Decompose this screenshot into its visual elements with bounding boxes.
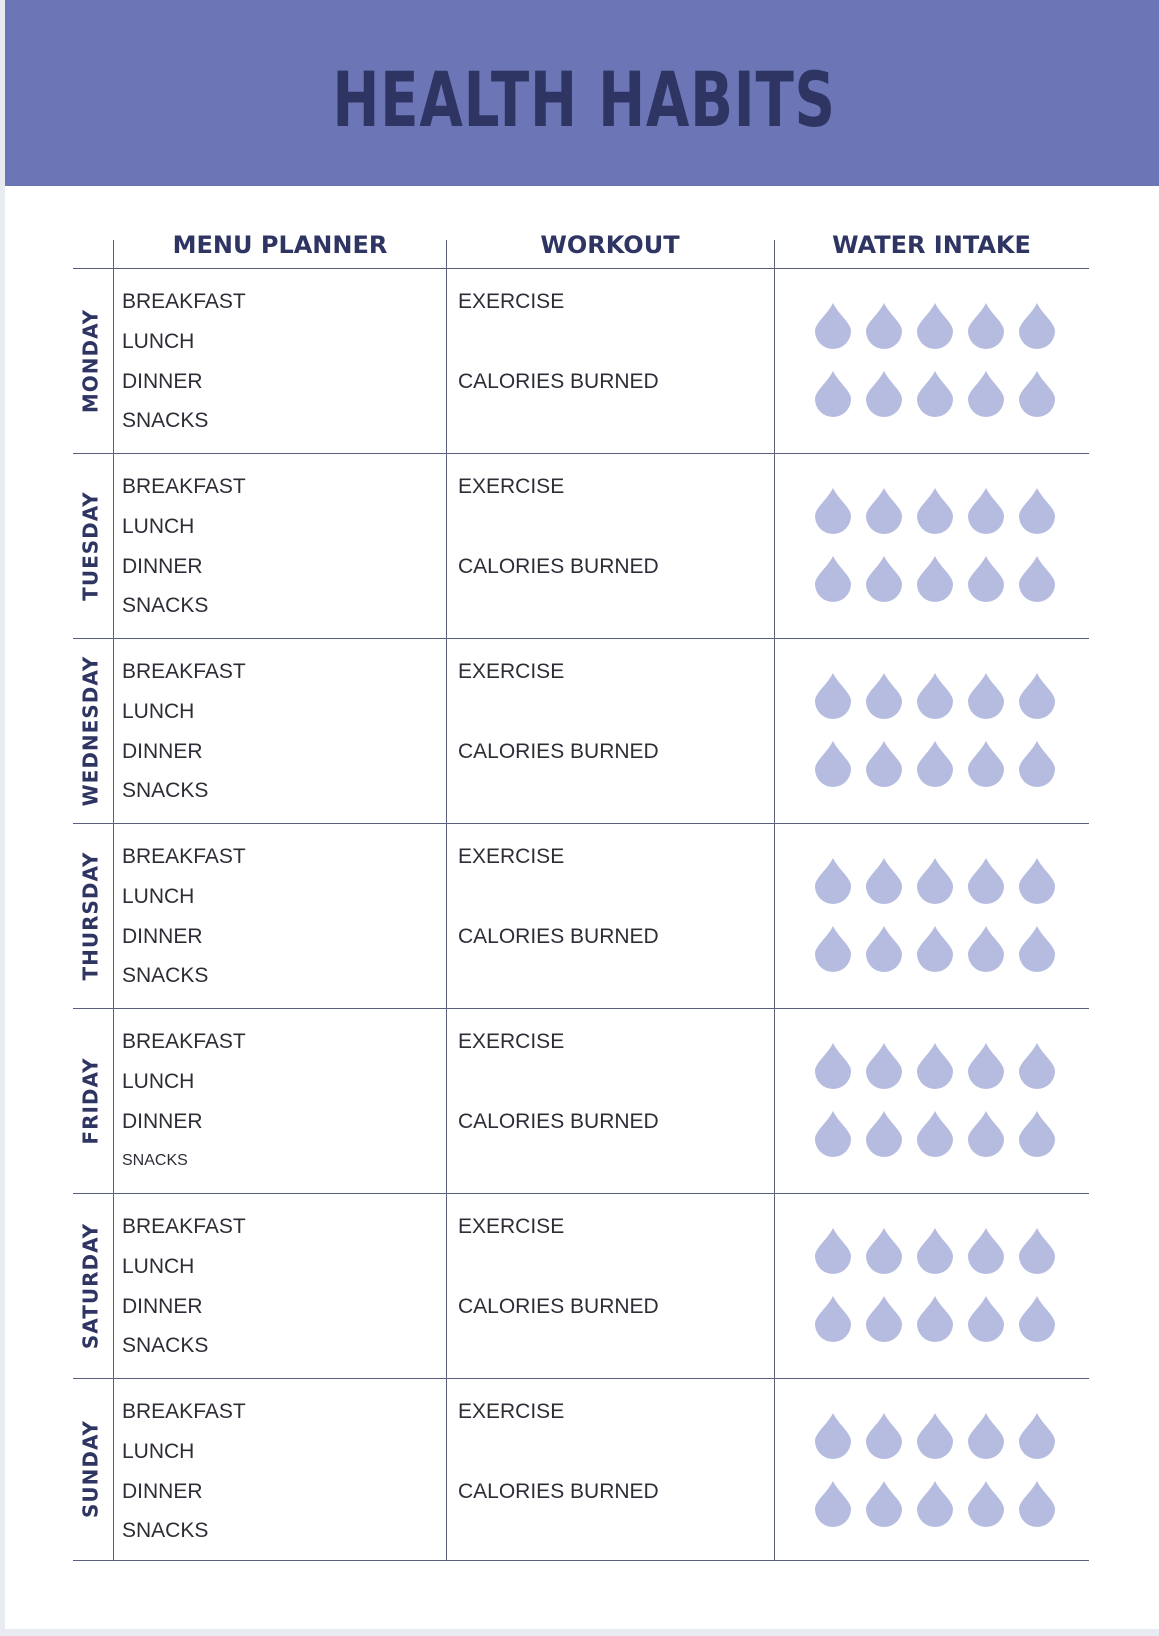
meal-field-breakfast[interactable]: BREAKFAST <box>122 845 246 868</box>
calories-burned-field[interactable]: CALORIES BURNED <box>458 1480 659 1503</box>
meal-field-snacks[interactable]: SNACKS <box>122 594 209 617</box>
exercise-field[interactable]: EXERCISE <box>458 660 565 683</box>
row-divider <box>73 823 1089 824</box>
meal-field-breakfast[interactable]: BREAKFAST <box>122 1400 246 1423</box>
meal-field-lunch[interactable]: LUNCH <box>122 330 195 353</box>
meal-field-snacks[interactable]: SNACKS <box>122 1519 209 1542</box>
meal-field-breakfast[interactable]: BREAKFAST <box>122 660 246 683</box>
meal-field-snacks[interactable]: SNACKS <box>122 409 209 432</box>
exercise-field[interactable]: EXERCISE <box>458 290 565 313</box>
exercise-field[interactable]: EXERCISE <box>458 1215 565 1238</box>
meal-field-lunch[interactable]: LUNCH <box>122 700 195 723</box>
meal-field-breakfast[interactable]: BREAKFAST <box>122 1030 246 1053</box>
calories-burned-field[interactable]: CALORIES BURNED <box>458 555 659 578</box>
row-divider <box>73 1193 1089 1194</box>
calories-burned-field[interactable]: CALORIES BURNED <box>458 1110 659 1133</box>
row-divider <box>73 268 1089 269</box>
meal-field-dinner[interactable]: DINNER <box>122 1110 203 1133</box>
exercise-field[interactable]: EXERCISE <box>458 1400 565 1423</box>
meal-field-dinner[interactable]: DINNER <box>122 1295 203 1318</box>
row-divider <box>73 1008 1089 1009</box>
meal-field-snacks[interactable]: SNACKS <box>122 1334 209 1357</box>
row-divider <box>73 453 1089 454</box>
water-intake-header: WATER INTAKE <box>832 231 1031 259</box>
page-title: HEALTH HABITS <box>332 55 836 144</box>
day-label-wednesday: WEDNESDAY <box>78 655 103 806</box>
calories-burned-field[interactable]: CALORIES BURNED <box>458 370 659 393</box>
meal-field-breakfast[interactable]: BREAKFAST <box>122 1215 246 1238</box>
meal-field-lunch[interactable]: LUNCH <box>122 885 195 908</box>
meal-field-lunch[interactable]: LUNCH <box>122 515 195 538</box>
column-divider <box>113 240 114 1560</box>
meal-field-dinner[interactable]: DINNER <box>122 925 203 948</box>
meal-field-lunch[interactable]: LUNCH <box>122 1070 195 1093</box>
meal-field-lunch[interactable]: LUNCH <box>122 1255 195 1278</box>
meal-field-dinner[interactable]: DINNER <box>122 1480 203 1503</box>
meal-field-snacks[interactable]: SNACKS <box>122 964 209 987</box>
meal-field-dinner[interactable]: DINNER <box>122 740 203 763</box>
meal-field-snacks[interactable]: SNACKS <box>122 1152 188 1169</box>
meal-field-dinner[interactable]: DINNER <box>122 555 203 578</box>
meal-field-lunch[interactable]: LUNCH <box>122 1440 195 1463</box>
calories-burned-field[interactable]: CALORIES BURNED <box>458 925 659 948</box>
column-divider <box>446 240 447 1560</box>
column-divider <box>774 240 775 1560</box>
day-label-thursday: THURSDAY <box>78 850 103 981</box>
day-label-tuesday: TUESDAY <box>78 490 103 601</box>
exercise-field[interactable]: EXERCISE <box>458 1030 565 1053</box>
calories-burned-field[interactable]: CALORIES BURNED <box>458 1295 659 1318</box>
calories-burned-field[interactable]: CALORIES BURNED <box>458 740 659 763</box>
meal-field-dinner[interactable]: DINNER <box>122 370 203 393</box>
row-divider <box>73 638 1089 639</box>
exercise-field[interactable]: EXERCISE <box>458 475 565 498</box>
menu-planner-header: MENU PLANNER <box>172 231 388 259</box>
day-label-monday: MONDAY <box>78 308 103 413</box>
meal-field-snacks[interactable]: SNACKS <box>122 779 209 802</box>
meal-field-breakfast[interactable]: BREAKFAST <box>122 475 246 498</box>
workout-header: WORKOUT <box>540 231 680 259</box>
day-label-saturday: SATURDAY <box>78 1222 103 1349</box>
row-divider <box>73 1378 1089 1379</box>
row-divider <box>73 1560 1089 1561</box>
exercise-field[interactable]: EXERCISE <box>458 845 565 868</box>
day-label-friday: FRIDAY <box>78 1056 103 1145</box>
day-label-sunday: SUNDAY <box>78 1419 103 1519</box>
meal-field-breakfast[interactable]: BREAKFAST <box>122 290 246 313</box>
